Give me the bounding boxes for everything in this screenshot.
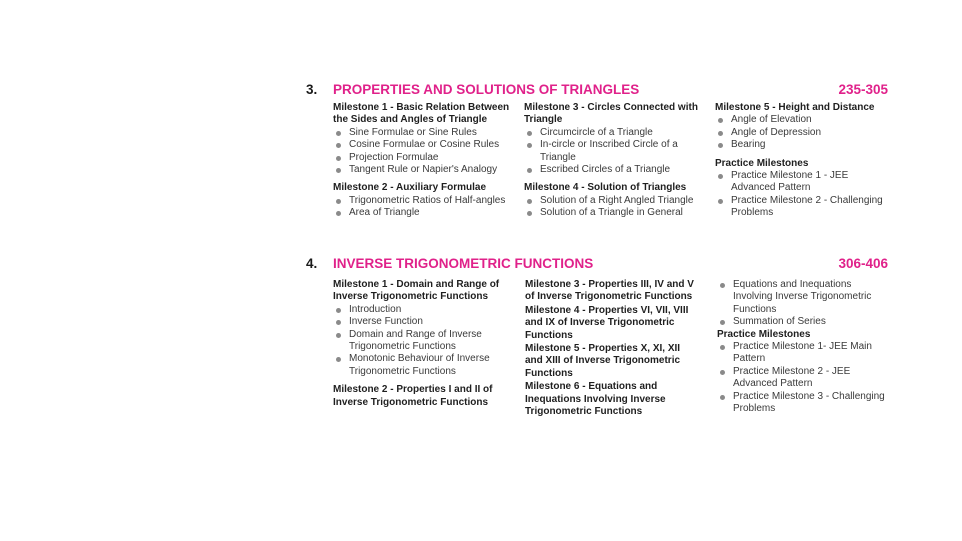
- milestone-block: [715, 102, 888, 152]
- column-2: [524, 102, 700, 226]
- milestone-title: Milestone 4 - Properties VI, VII, VIII and IX of Inverse Trigonometric Functions: [525, 304, 689, 341]
- column-1: [333, 279, 509, 415]
- milestone-title: Milestone 5 - Properties X, XI, XII and XIII of Inverse Trigonometric Functions: [525, 343, 681, 379]
- milestone-title: Milestone 3 - Circles Connected with Triangle: [524, 102, 698, 126]
- milestone-block: [525, 279, 697, 304]
- milestone-title: Milestone 6 - Equations and Inequations Involving Inverse Trigonometric Functions: [525, 381, 666, 418]
- list-item: In-circle or Inscribed Circle of a Triangle: [524, 139, 700, 164]
- list-item: Summation of Series: [717, 316, 888, 328]
- milestone-title: Milestone 2 - Properties I and II of Inverse Trigonometric Functions: [333, 384, 493, 408]
- list-item: Practice Milestone 2 - Challenging Problems: [715, 195, 888, 220]
- list-item: Practice Milestone 2 - JEE Advanced Pattern: [717, 366, 888, 391]
- chapter-4-header: [306, 256, 888, 276]
- milestone-title: Milestone 5 - Height and Distance: [715, 102, 875, 113]
- list-item: Domain and Range of Inverse Trigonometric Functions: [333, 329, 509, 354]
- list-item: Angle of Depression: [715, 127, 888, 139]
- list-item: Introduction: [333, 304, 509, 316]
- chapter-4: [306, 256, 888, 418]
- list-item: Solution of a Right Angled Triangle: [524, 195, 700, 207]
- chapter-number: 4.: [306, 256, 318, 271]
- list-item: Bearing: [715, 139, 888, 151]
- list-item: Solution of a Triangle in General: [524, 207, 700, 219]
- column-2: [525, 279, 697, 419]
- milestone-block: [524, 102, 700, 176]
- milestone-block: [333, 102, 513, 176]
- list-item: Practice Milestone 3 - Challenging Problems: [717, 391, 888, 416]
- list-item: Monotonic Behaviour of Inverse Trigonometric Functions: [333, 353, 509, 378]
- list-item: Tangent Rule or Napier's Analogy: [333, 164, 513, 176]
- list-item: Angle of Elevation: [715, 114, 888, 126]
- chapter-page-range: 235-305: [838, 82, 888, 97]
- milestone-block: [525, 381, 697, 418]
- chapter-3-header: [306, 82, 888, 102]
- list-item: Sine Formulae or Sine Rules: [333, 127, 513, 139]
- milestone-title: Milestone 1 - Domain and Range of Inverse Trigonometric Functions: [333, 279, 500, 303]
- chapter-3: [306, 82, 888, 219]
- list-item: Projection Formulae: [333, 152, 513, 164]
- list-item: Trigonometric Ratios of Half-angles: [333, 195, 513, 207]
- milestone-block: [525, 343, 697, 380]
- column-3: [717, 279, 888, 415]
- milestone-title: Milestone 2 - Auxiliary Formulae: [333, 182, 487, 194]
- list-item: Circumcircle of a Triangle: [524, 127, 700, 139]
- milestone-title: Milestone 3 - Properties III, IV and V of Inverse Trigonometric Functions: [525, 279, 694, 303]
- practice-milestones-title: Practice Milestones: [715, 157, 809, 169]
- list-item: Cosine Formulae or Cosine Rules: [333, 139, 513, 151]
- list-item: Practice Milestone 1 - JEE Advanced Pattern: [715, 170, 888, 195]
- chapter-page-range: 306-406: [838, 256, 888, 271]
- milestone-block: [524, 182, 700, 219]
- milestone-title: Milestone 4 - Solution of Triangles: [524, 182, 687, 194]
- column-3: [715, 102, 888, 220]
- milestone-block: [333, 182, 513, 219]
- milestone-block: [525, 305, 697, 342]
- column-1: [333, 102, 513, 226]
- list-item: Escribed Circles of a Triangle: [524, 164, 700, 176]
- chapter-number: 3.: [306, 82, 318, 97]
- list-item: Practice Milestone 1- JEE Main Pattern: [717, 341, 888, 366]
- chapter-title: INVERSE TRIGONOMETRIC FUNCTIONS: [333, 256, 594, 271]
- list-item: Area of Triangle: [333, 207, 513, 219]
- milestone-block: [333, 279, 509, 378]
- practice-milestones-title: Practice Milestones: [717, 328, 811, 340]
- milestone-block: [333, 384, 509, 409]
- chapter-title: PROPERTIES AND SOLUTIONS OF TRIANGLES: [333, 82, 640, 97]
- milestone-title: Milestone 1 - Basic Relation Between the Sides and Angles of Triangle: [333, 102, 510, 126]
- list-item: Inverse Function: [333, 316, 509, 328]
- list-item: Equations and Inequations Involving Inverse Trigonometric Functions: [717, 279, 888, 316]
